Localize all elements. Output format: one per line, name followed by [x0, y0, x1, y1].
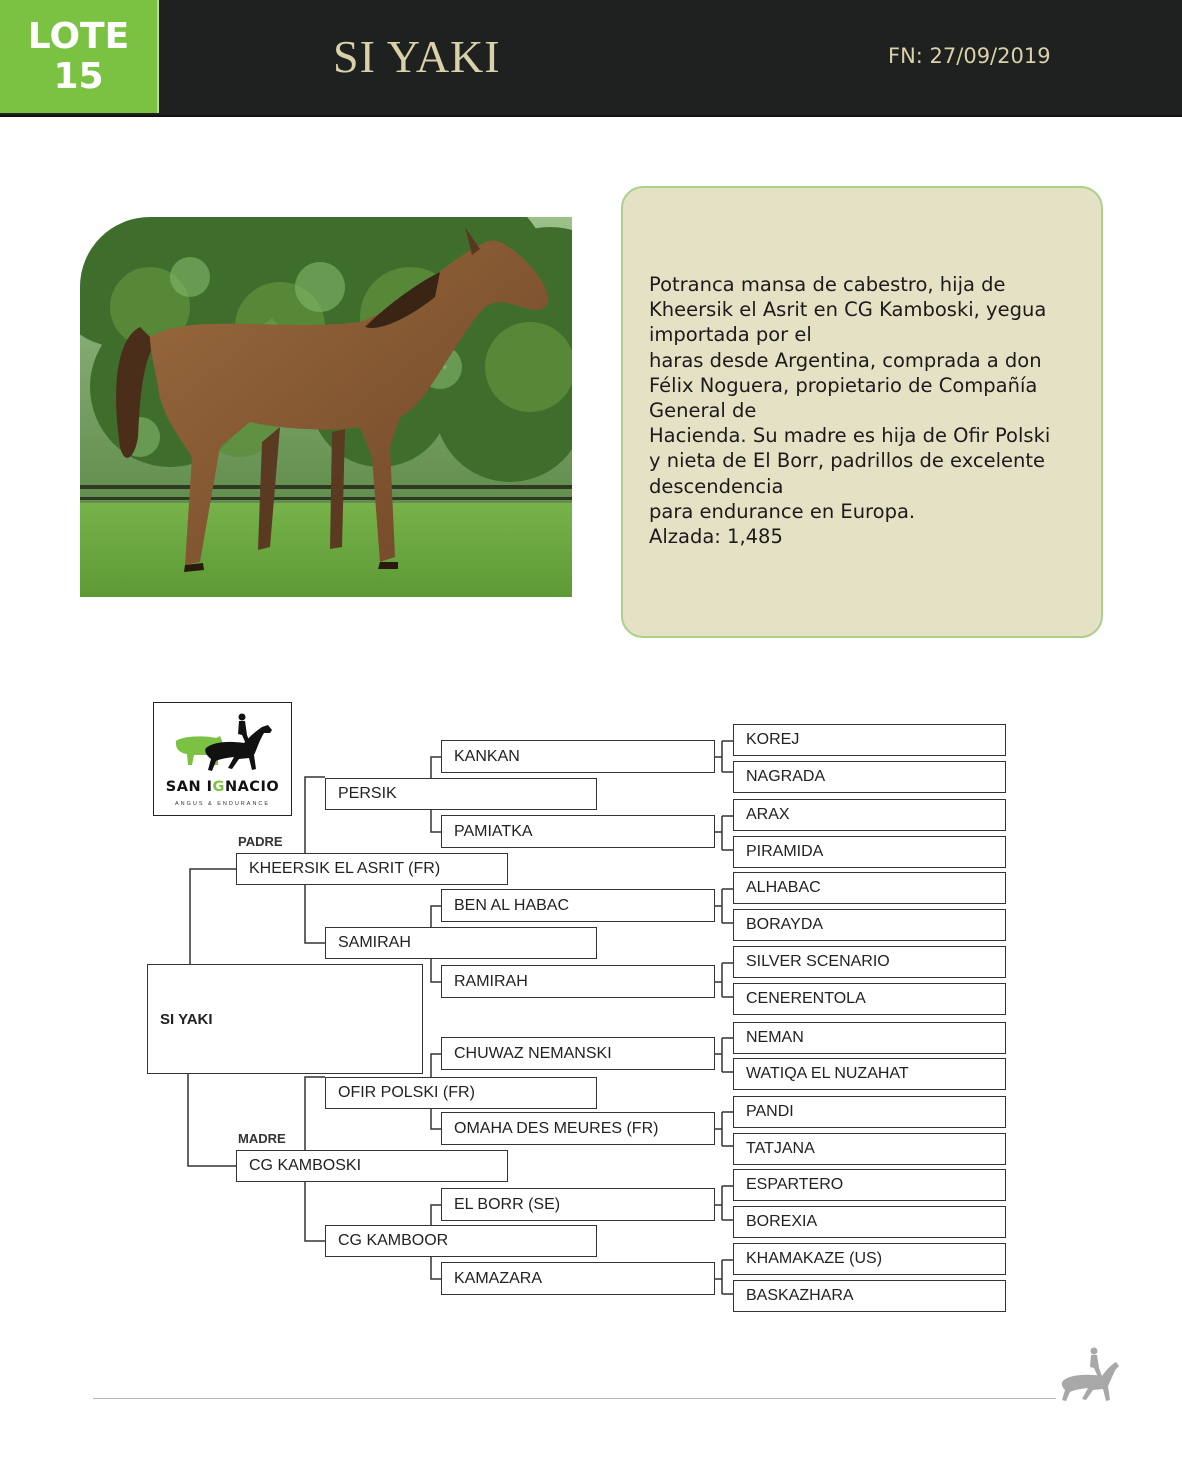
pedigree-g4: ESPARTERO — [733, 1169, 1006, 1201]
description-line: Hacienda. Su madre es hija de Ofir Polski — [649, 424, 1051, 448]
rider-horse-icon — [1058, 1346, 1120, 1402]
pedigree-g4: PIRAMIDA — [733, 836, 1006, 868]
pedigree-g4: ALHABAC — [733, 872, 1006, 904]
birth-date: FN: 27/09/2019 — [888, 44, 1051, 68]
pedigree-grandparent: CG KAMBOOR — [325, 1225, 597, 1257]
pedigree-great-grandparent: OMAHA DES MEURES (FR) — [441, 1112, 715, 1145]
pedigree-subject: SI YAKI — [147, 964, 423, 1074]
pedigree-g4: NEMAN — [733, 1022, 1006, 1054]
lot-number: 15 — [53, 55, 104, 97]
pedigree-dam: CG KAMBOSKI — [236, 1150, 508, 1182]
description-line: Alzada: 1,485 — [649, 525, 783, 549]
pedigree-great-grandparent: EL BORR (SE) — [441, 1188, 715, 1221]
pedigree-great-grandparent: KAMAZARA — [441, 1262, 715, 1295]
logo-subtitle: ANGUS & ENDURANCE — [174, 801, 271, 807]
pedigree-g4: ARAX — [733, 799, 1006, 831]
pedigree-g4: PANDI — [733, 1096, 1006, 1128]
dam-label: MADRE — [238, 1131, 286, 1146]
footer-divider — [93, 1398, 1056, 1399]
description-line: importada por el — [649, 323, 812, 347]
description-line: y nieta de El Borr, padrillos de excelente — [649, 449, 1046, 473]
logo-name-accent: G — [212, 779, 225, 795]
pedigree-grandparent: SAMIRAH — [325, 927, 597, 959]
pedigree-g4: KHAMAKAZE (US) — [733, 1243, 1006, 1275]
description-line: haras desde Argentina, comprada a don — [649, 348, 1042, 372]
description-line: Félix Noguera, propietario de Compañía — [649, 373, 1038, 397]
pedigree-g4: TATJANA — [733, 1133, 1006, 1165]
pedigree-great-grandparent: CHUWAZ NEMANSKI — [441, 1037, 715, 1070]
pedigree-g4: BOREXIA — [733, 1206, 1006, 1238]
description-line: Potranca mansa de cabestro, hija de — [649, 273, 1006, 296]
sire-label: PADRE — [238, 834, 283, 849]
pedigree-great-grandparent: PAMIATKA — [441, 815, 715, 848]
pedigree-g4: BORAYDA — [733, 909, 1006, 941]
pedigree-g4: NAGRADA — [733, 761, 1006, 793]
pedigree-g4: WATIQA EL NUZAHAT — [733, 1058, 1006, 1090]
pedigree-grandparent: PERSIK — [325, 778, 597, 810]
pedigree-great-grandparent: RAMIRAH — [441, 965, 715, 998]
logo-name-part: NACIO — [224, 779, 280, 795]
pedigree-great-grandparent: BEN AL HABAC — [441, 889, 715, 922]
description-line: descendencia — [649, 474, 784, 498]
pedigree-grandparent: OFIR POLSKI (FR) — [325, 1077, 597, 1109]
pedigree-sire: KHEERSIK EL ASRIT (FR) — [236, 853, 508, 885]
logo-name-part: SAN I — [165, 779, 213, 795]
lot-label: LOTE — [27, 15, 130, 57]
pedigree-great-grandparent: KANKAN — [441, 740, 715, 773]
pedigree-g4: BASKAZHARA — [733, 1280, 1006, 1312]
pedigree-g4: SILVER SCENARIO — [733, 946, 1006, 978]
description-line: Kheersik el Asrit en CG Kamboski, yegua — [649, 298, 1047, 322]
pedigree-g4: CENERENTOLA — [733, 983, 1006, 1015]
horse-name-title: SI YAKI — [333, 31, 501, 82]
pedigree-g4: KOREJ — [733, 724, 1006, 756]
description-line: General de — [649, 399, 757, 423]
description-line: para endurance en Europa. — [649, 499, 916, 523]
